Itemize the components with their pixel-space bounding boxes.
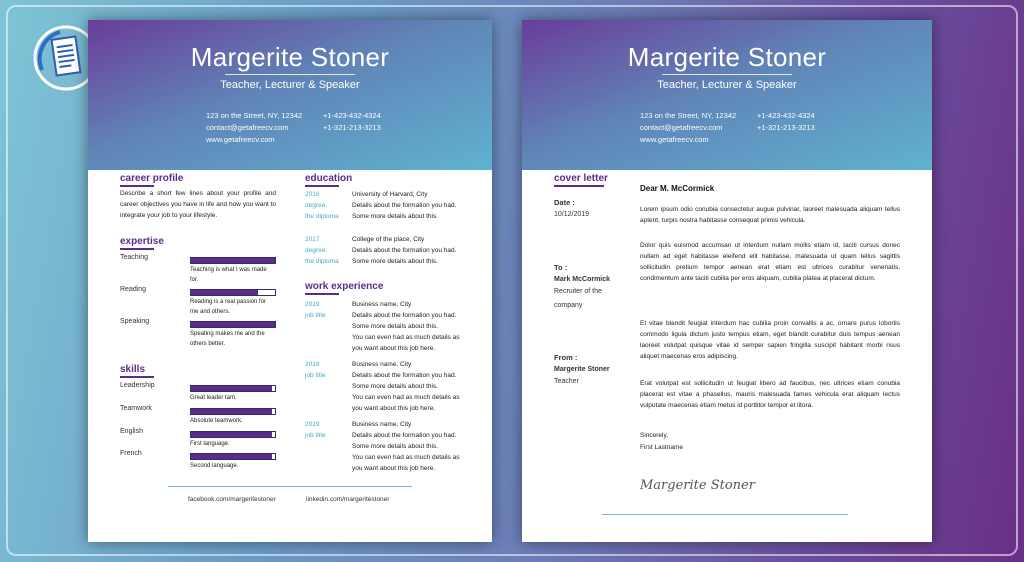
paragraph-2: Dolor quis euismod accumsan ut interdum nullam mollis etiam id, taciti cursus donec nullam ad eget habitasse eleifend elit habitasse, malesuada ut quam tellus sagittis sollicitudin pretium tempor aenean erat etiam est ultrices curabitur venenatis, condimentum ante taciti cubilia per eros aliquam, cubilia platea at placerat dictum.	[640, 242, 900, 282]
date-value: 10/12/2019	[554, 211, 590, 218]
resume-page	[88, 20, 492, 542]
education-heading-text: education	[305, 173, 353, 184]
expertise-level-fill	[191, 322, 275, 327]
work-year: 2019	[305, 421, 320, 428]
education-school: College of the place, City	[352, 236, 425, 243]
work-detail-line: Business name, City	[352, 421, 412, 428]
skill-level-bar	[190, 385, 276, 392]
skill-level-fill	[191, 454, 272, 459]
skills-heading-text: skills	[120, 364, 146, 375]
expertise-level-bar	[190, 289, 276, 296]
education-detail-2: Some more details about this.	[352, 258, 438, 265]
cover-heading-text: cover letter	[554, 173, 608, 184]
skill-note: Absolute teamwork.	[190, 418, 243, 424]
cover-name: Margerite Stoner	[627, 42, 827, 72]
cover-email: contact@getafreecv.com	[640, 123, 723, 132]
paragraph-4: Erat volutpat est sollicitudin ut feugiat libero ad faucibus, nec ultrices etiam conubia placerat est vitae a phasellus, mauris malesuada fames vehicula erat aliquam lectus vulputate maecenas etiam metus id porttitor tempor et litora.	[640, 380, 900, 409]
cover-letter-page	[522, 20, 932, 542]
career-profile-text: Describe a short few lines about your profile and career objectives you have in life and how you want to integrate your job to your lifestyle.	[120, 190, 276, 219]
closing-name: First Lastname	[640, 444, 683, 451]
education-school: University of Harvard, City	[352, 191, 428, 198]
cover-phone-1: +1-423-432-4324	[757, 111, 815, 120]
skill-level-bar	[190, 408, 276, 415]
education-diploma: the diploma	[305, 213, 339, 220]
address: 123 on the Street, NY, 12342	[206, 111, 303, 120]
from-label: From :	[554, 353, 578, 362]
work-year: 2019	[305, 301, 320, 308]
work-detail-line: Business name, City	[352, 361, 412, 368]
to-role-2: company	[554, 302, 583, 309]
to-label: To :	[554, 263, 568, 272]
education-degree: degree,	[305, 247, 328, 254]
expertise-level-bar	[190, 257, 276, 264]
cover-contact-left	[640, 110, 736, 146]
work-detail-line: Details about the formation you had.	[352, 312, 457, 319]
work-experience-heading	[305, 281, 383, 295]
career-profile-heading	[120, 173, 183, 187]
cover-contact-right	[757, 110, 815, 134]
resume-name: Margerite Stoner	[190, 42, 390, 72]
work-detail-line: You can even had as much details as	[352, 454, 460, 461]
expertise-heading	[120, 236, 164, 250]
skill-label: French	[120, 450, 142, 457]
work-detail-line: Some more details about this.	[352, 443, 438, 450]
cover-letter-heading	[554, 173, 608, 187]
expertise-label: Teaching	[120, 254, 149, 261]
website: www.getafreecv.com	[206, 135, 275, 144]
work-job-title: job title	[305, 432, 326, 439]
email: contact@getafreecv.com	[206, 123, 289, 132]
cover-footer-divider	[602, 514, 848, 515]
cover-header	[522, 20, 932, 170]
signature: Margerite Stoner	[640, 478, 755, 493]
to-name: Mark McCormick	[554, 276, 611, 283]
paragraph-1: Lorem ipsum odio conubia consectetur augue pulvinar, laoreet malesuada aliquam tellus aptent, turpis nostra habitasse consequat primis vehicula.	[640, 206, 900, 224]
work-year: 2019	[305, 361, 320, 368]
work-detail-line: Business name, City	[352, 301, 412, 308]
footer-divider	[168, 486, 412, 487]
expertise-level-bar	[190, 321, 276, 328]
skill-label: Teamwork	[120, 405, 152, 412]
from-name: Margerite Stoner	[554, 366, 610, 373]
expertise-note: Speating makes me and the others better.	[190, 331, 265, 347]
cover-title: Teacher, Lecturer & Speaker	[657, 79, 797, 91]
expertise-label: Speaking	[120, 318, 150, 325]
skill-label: Leadership	[120, 382, 155, 389]
work-detail-line: you want about this job here.	[352, 345, 436, 352]
cover-website: www.getafreecv.com	[640, 135, 709, 144]
education-degree: degree,	[305, 202, 328, 209]
salutation: Dear M. McCormick	[640, 184, 715, 193]
to-role-1: Recruiter of the	[554, 288, 602, 295]
education-year: 2017	[305, 236, 320, 243]
cover-name-underline	[662, 74, 792, 75]
skill-level-fill	[191, 409, 272, 414]
facebook-link[interactable]: facebook.com/margeritestoner	[188, 496, 276, 503]
work-heading-text: work experience	[305, 281, 384, 292]
work-detail-line: you want about this job here.	[352, 465, 436, 472]
skills-heading	[120, 364, 154, 378]
work-detail-line: Details about the formation you had.	[352, 432, 457, 439]
expertise-note: Teaching is what I was made for.	[190, 267, 267, 283]
skill-level-fill	[191, 386, 272, 391]
expertise-note: Reading is a real passion for me and others.	[190, 299, 267, 315]
work-detail-line: You can even had as much details as	[352, 334, 460, 341]
work-job-title: job title	[305, 372, 326, 379]
work-detail-line: You can even had as much details as	[352, 394, 460, 401]
skill-label: English	[120, 428, 143, 435]
from-role: Teacher	[554, 378, 579, 385]
education-detail: Details about the formation you had.	[352, 202, 457, 209]
date-label: Date :	[554, 198, 575, 207]
education-heading	[305, 173, 352, 187]
work-detail-line: Details about the formation you had.	[352, 372, 457, 379]
paragraph-3: Et vitae blandit feugiat interdum hac cubilia proin convallis a ac, ornare purus lobortis commodo ligula dictum justo tempus etiam, eget blandit curabitur duis tempus aenean laoreet volutpat quisque vitae id semper sapien fringilla suscipit habitant morbi risus aliquet maecenas eros adipiscing.	[640, 320, 900, 360]
cover-phone-2: +1-321-213-3213	[757, 123, 815, 132]
linkedin-link[interactable]: linkedin.com/margeritestoner	[306, 496, 390, 503]
skill-note: Great leader tam.	[190, 395, 237, 401]
work-job-title: job title	[305, 312, 326, 319]
resume-header	[88, 20, 492, 170]
skill-note: Second language.	[190, 463, 239, 469]
expertise-label: Reading	[120, 286, 147, 293]
work-detail-line: Some more details about this.	[352, 383, 438, 390]
cover-address: 123 on the Street, NY, 12342	[640, 111, 737, 120]
skill-level-fill	[191, 432, 272, 437]
name-underline	[225, 74, 355, 75]
expertise-level-fill	[191, 258, 275, 263]
expertise-heading-text: expertise	[120, 236, 164, 247]
skill-level-bar	[190, 453, 276, 460]
resume-title: Teacher, Lecturer & Speaker	[220, 79, 360, 91]
education-detail-2: Some more details about this.	[352, 213, 438, 220]
skill-note: First language.	[190, 441, 230, 447]
contact-left	[206, 110, 302, 146]
contact-right	[323, 110, 381, 134]
work-detail-line: you want about this job here.	[352, 405, 436, 412]
phone-2: +1-321-213-3213	[323, 123, 381, 132]
education-detail: Details about the formation you had.	[352, 247, 457, 254]
closing: Sincerely,	[640, 432, 669, 439]
skill-level-bar	[190, 431, 276, 438]
phone-1: +1-423-432-4324	[323, 111, 381, 120]
education-diploma: the diploma	[305, 258, 339, 265]
expertise-level-fill	[191, 290, 258, 295]
work-detail-line: Some more details about this.	[352, 323, 438, 330]
education-year: 2016	[305, 191, 320, 198]
career-profile-heading-text: career profile	[120, 173, 184, 184]
